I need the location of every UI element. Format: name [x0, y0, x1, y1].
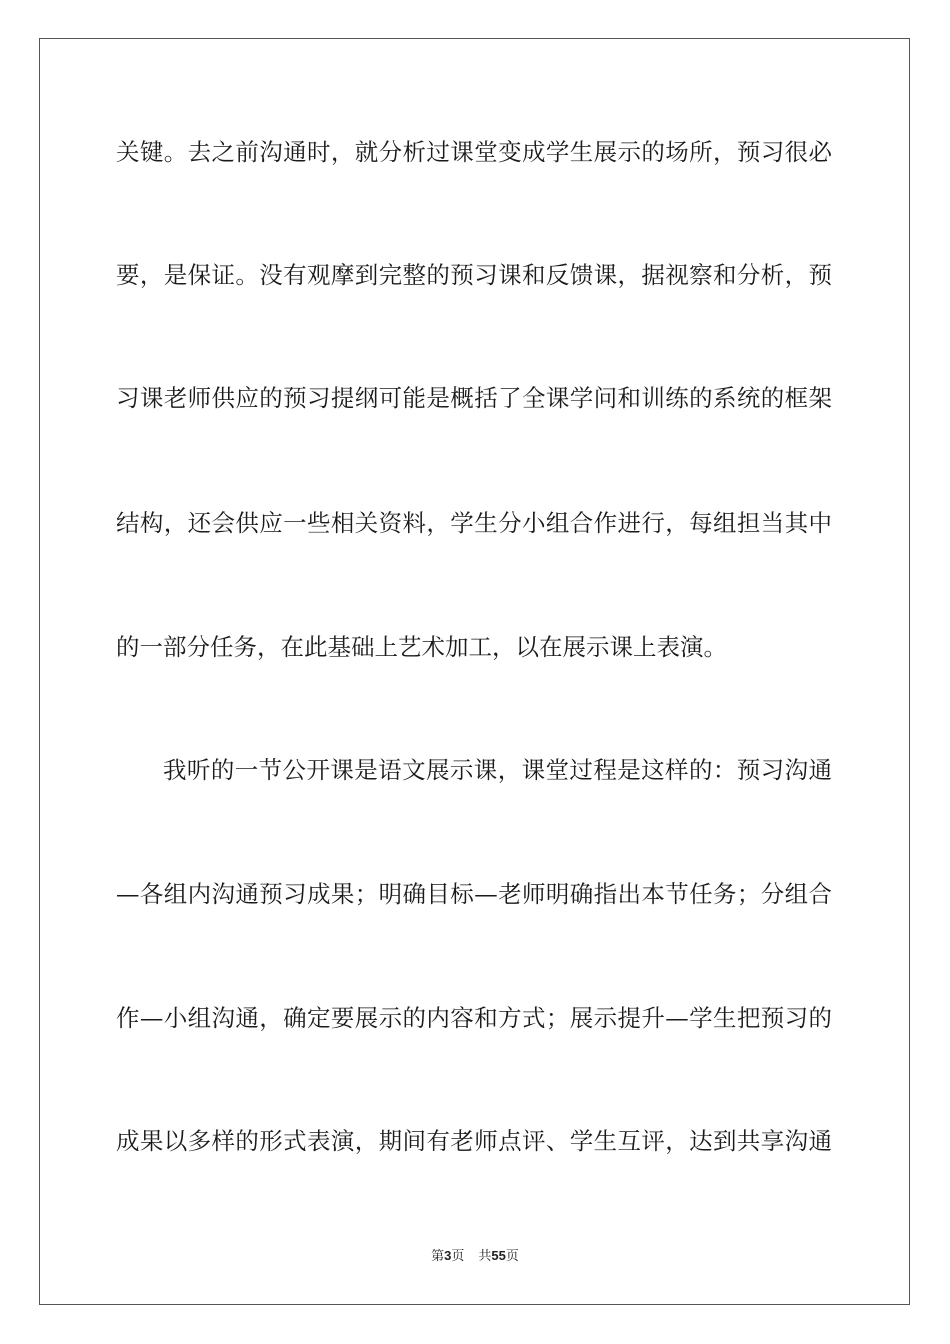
page-label-suffix: 页	[451, 1249, 465, 1264]
body-text-line: 作—小组沟通，确定要展示的内容和方式；展示提升—学生把预习的	[116, 1004, 832, 1032]
page-border	[39, 38, 910, 1305]
body-text-line: 结构，还会供应一些相关资料，学生分小组合作进行，每组担当其中	[116, 509, 832, 537]
body-text-line: 的一部分任务，在此基础上艺术加工，以在展示课上表演。	[116, 633, 727, 661]
body-text-line: 关键。去之前沟通时，就分析过课堂变成学生展示的场所，预习很必	[116, 138, 832, 166]
body-text-line: 要，是保证。没有观摩到完整的预习课和反馈课，据视察和分析，预	[116, 261, 832, 289]
paragraph-first-line: 我听的一节公开课是语文展示课，课堂过程是这样的：预习沟通	[163, 756, 832, 784]
body-text-line: —各组内沟通预习成果；明确目标—老师明确指出本节任务；分组合	[116, 880, 832, 908]
body-text-line: 成果以多样的形式表演，期间有老师点评、学生互评，达到共享沟通	[116, 1127, 832, 1155]
body-text-line: 习课老师供应的预习提纲可能是概括了全课学问和训练的系统的框架	[116, 384, 832, 412]
page-label-prefix: 第	[431, 1249, 445, 1264]
total-label-suffix: 页	[505, 1249, 519, 1264]
page-number: 3	[444, 1248, 452, 1263]
total-pages: 55	[491, 1248, 506, 1263]
total-label-prefix: 共	[478, 1249, 492, 1264]
page-footer	[0, 1246, 950, 1267]
